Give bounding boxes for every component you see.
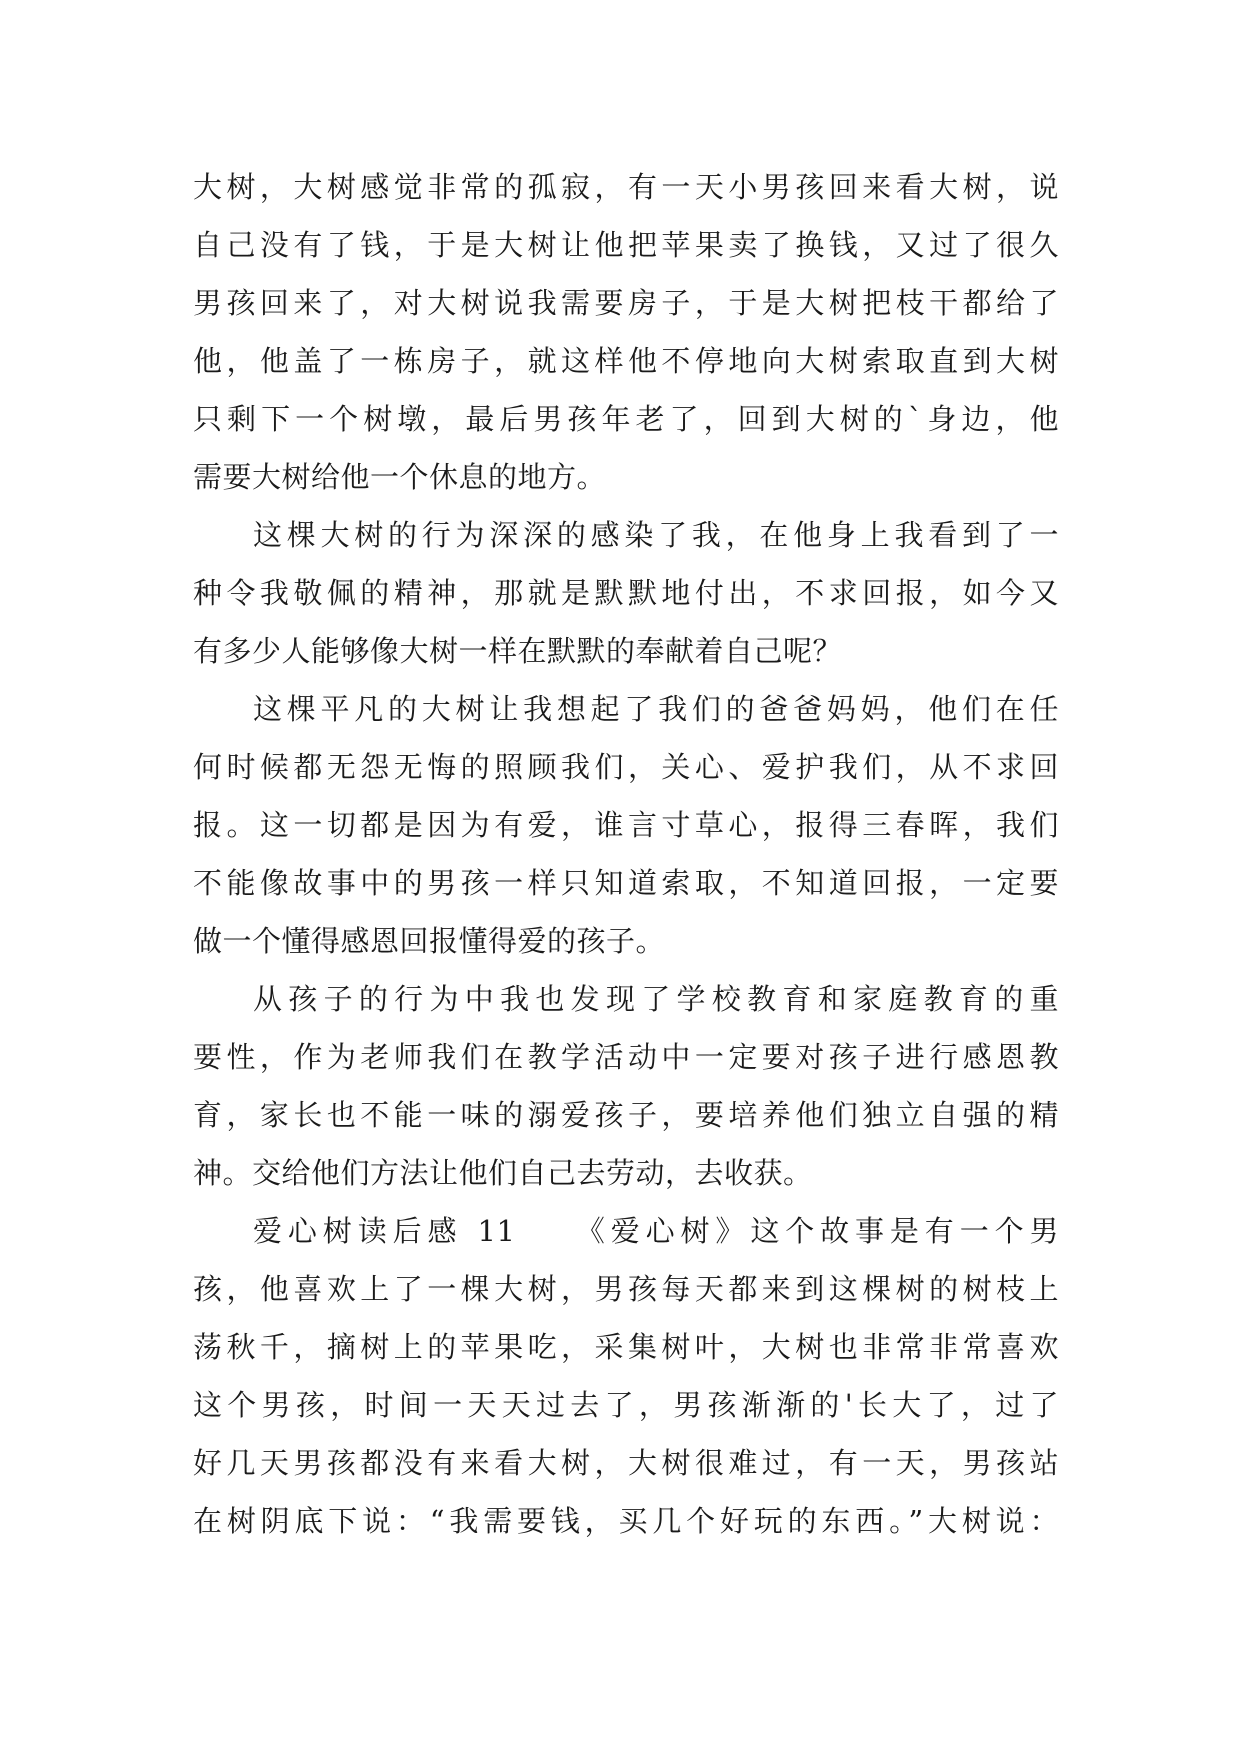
text-line: 从孩子的行为中我也发现了学校教育和家庭教育的重: [253, 982, 1059, 1016]
text-line: 荡秋千，摘树上的苹果吃，采集树叶，大树也非常非常喜欢: [193, 1330, 1059, 1364]
text-line: 做一个懂得感恩回报懂得爱的孩子。: [193, 924, 666, 958]
text-line: 有多少人能够像大树一样在默默的奉献着自己呢？: [193, 634, 843, 668]
text-line: 种令我敬佩的精神，那就是默默地付出，不求回报，如今又: [193, 576, 1059, 610]
text-line: 神。交给他们方法让他们自己去劳动，去收获。: [193, 1156, 813, 1190]
text-line: 这个男孩，时间一天天过去了，男孩渐渐的'长大了，过了: [193, 1388, 1059, 1422]
body-text: [193, 158, 1059, 1550]
text-line: 大树，大树感觉非常的孤寂，有一天小男孩回来看大树，说: [193, 170, 1059, 204]
text-line: 爱心树读后感 11 《爱心树》这个故事是有一个男: [253, 1214, 1059, 1248]
paragraph-1: [193, 158, 1059, 506]
paragraph-5: [193, 1202, 1059, 1550]
text-line: 要性，作为老师我们在教学活动中一定要对孩子进行感恩教: [193, 1040, 1059, 1074]
text-line: 这棵大树的行为深深的感染了我，在他身上我看到了一: [253, 518, 1059, 552]
text-line: 在树阴底下说：“我需要钱，买几个好玩的东西。”大树说：: [193, 1504, 1059, 1538]
text-line: 只剩下一个树墩，最后男孩年老了，回到大树的`身边，他: [193, 402, 1059, 436]
text-line: 自己没有了钱，于是大树让他把苹果卖了换钱，又过了很久: [193, 228, 1059, 262]
text-line: 育，家长也不能一味的溺爱孩子，要培养他们独立自强的精: [193, 1098, 1059, 1132]
text-line: 他，他盖了一栋房子，就这样他不停地向大树索取直到大树: [193, 344, 1059, 378]
text-line: 何时候都无怨无悔的照顾我们，关心、爱护我们，从不求回: [193, 750, 1059, 784]
paragraph-4: [193, 970, 1059, 1202]
text-line: 男孩回来了，对大树说我需要房子，于是大树把枝干都给了: [193, 286, 1059, 320]
paragraph-2: [193, 506, 1059, 680]
text-line: 报。这一切都是因为有爱，谁言寸草心，报得三春晖，我们: [193, 808, 1059, 842]
text-line: 需要大树给他一个休息的地方。: [193, 460, 607, 494]
text-line: 孩，他喜欢上了一棵大树，男孩每天都来到这棵树的树枝上: [193, 1272, 1059, 1306]
text-line: 这棵平凡的大树让我想起了我们的爸爸妈妈，他们在任: [253, 692, 1059, 726]
paragraph-3: [193, 680, 1059, 970]
text-line: 好几天男孩都没有来看大树，大树很难过，有一天，男孩站: [193, 1446, 1059, 1480]
text-line: 不能像故事中的男孩一样只知道索取，不知道回报，一定要: [193, 866, 1059, 900]
